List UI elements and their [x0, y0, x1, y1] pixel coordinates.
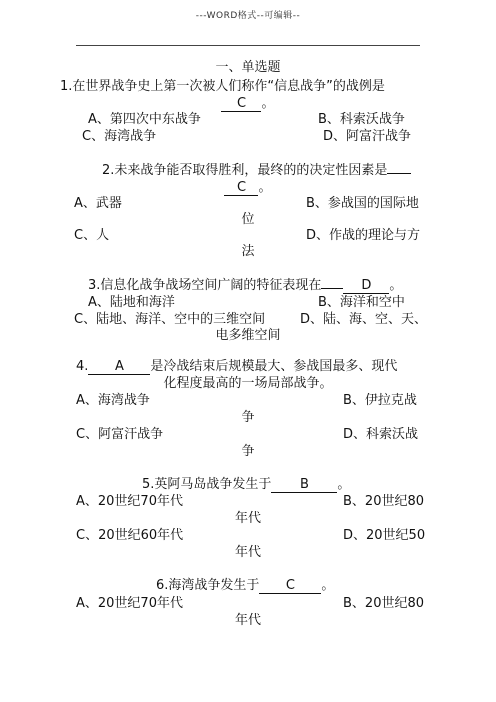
q3-option-a: A、陆地和海洋 [88, 295, 175, 310]
q2-stem [102, 163, 411, 179]
q6-option-a: A、20世纪70年代 [76, 596, 183, 611]
q3-end: 。 [389, 278, 403, 293]
q3-blank [321, 288, 343, 289]
section-title: 一、单选题 [215, 60, 281, 75]
q4-option-b-wrap: 争 [241, 410, 255, 425]
q2-option-b: B、参战国的国际地 [306, 196, 419, 211]
q2-option-b-wrap: 位 [241, 212, 255, 227]
q1-answer: C [221, 97, 261, 112]
q1-option-d: D、阿富汗战争 [323, 129, 412, 144]
q4-option-d: D、科索沃战 [343, 427, 419, 442]
q5-option-d: D、20世纪50 [343, 528, 426, 543]
q4-option-a: A、海湾战争 [76, 393, 150, 408]
q5-stem-text: 5.英阿马岛战争发生于 [142, 477, 272, 492]
q6-option-b: B、20世纪80 [343, 596, 425, 611]
q3-option-d: D、陆、海、空、天、 [300, 312, 428, 327]
q1-option-a: A、第四次中东战争 [88, 112, 201, 127]
q1-stem: 1.在世界战争史上第一次被人们称作“信息战争”的战例是 [60, 79, 385, 94]
page-header: ---WORD格式--可编辑-- [195, 11, 301, 21]
q5-answer: B [271, 478, 337, 493]
q1-option-b: B、科索沃战争 [318, 112, 405, 127]
q3-option-b: B、海洋和空中 [318, 295, 405, 310]
q3-stem [88, 278, 402, 294]
q5-option-b-wrap: 年代 [234, 511, 261, 526]
header-rule [76, 45, 420, 46]
q2-option-d: D、作战的理论与方 [306, 228, 421, 243]
q5-stem [142, 477, 350, 493]
q4-option-c: C、阿富汗战争 [76, 427, 164, 442]
q2-option-c: C、人 [74, 228, 110, 243]
q5-option-b: B、20世纪80 [343, 494, 425, 509]
q5-option-a: A、20世纪70年代 [76, 494, 183, 509]
q5-end: 。 [337, 477, 351, 492]
q6-stem-text: 6.海湾战争发生于 [156, 578, 260, 593]
q4-option-d-wrap: 争 [241, 444, 255, 459]
q2-end: 。 [258, 180, 272, 195]
q6-end: 。 [321, 578, 335, 593]
q4-stem-text: 是冷战结束后规模最大、参战国最多、现代 [150, 359, 398, 374]
q1-answer-line [0, 96, 496, 112]
q4-stem [76, 359, 397, 375]
q2-option-d-wrap: 法 [241, 244, 255, 259]
q4-option-b: B、伊拉克战 [343, 393, 417, 408]
q6-option-b-wrap: 年代 [234, 613, 261, 628]
q5-option-d-wrap: 年代 [234, 545, 261, 560]
q5-option-c: C、20世纪60年代 [76, 528, 184, 543]
q1-option-c: C、海湾战争 [82, 129, 157, 144]
q1-end: 。 [261, 96, 275, 111]
q3-answer: D [343, 279, 389, 294]
q6-answer: C [259, 579, 321, 594]
q4-stem-line2: 化程度最高的一场局部战争。 [163, 376, 333, 391]
q6-stem [156, 578, 334, 594]
q2-blank [387, 173, 411, 174]
q2-answer: C [224, 181, 258, 196]
q2-stem-text: 2.未来战争能否取得胜利，最终的的决定性因素是 [102, 163, 388, 178]
q4-number: 4. [76, 359, 89, 374]
q3-stem-text: 3.信息化战争战场空间广阔的特征表现在 [88, 278, 322, 293]
q4-answer: A [88, 360, 150, 375]
q3-option-d-wrap: 电多维空间 [215, 328, 281, 343]
q3-option-c: C、陆地、海洋、空中的三维空间 [74, 312, 266, 327]
q2-answer-line [0, 180, 496, 196]
q2-option-a: A、武器 [74, 196, 122, 211]
